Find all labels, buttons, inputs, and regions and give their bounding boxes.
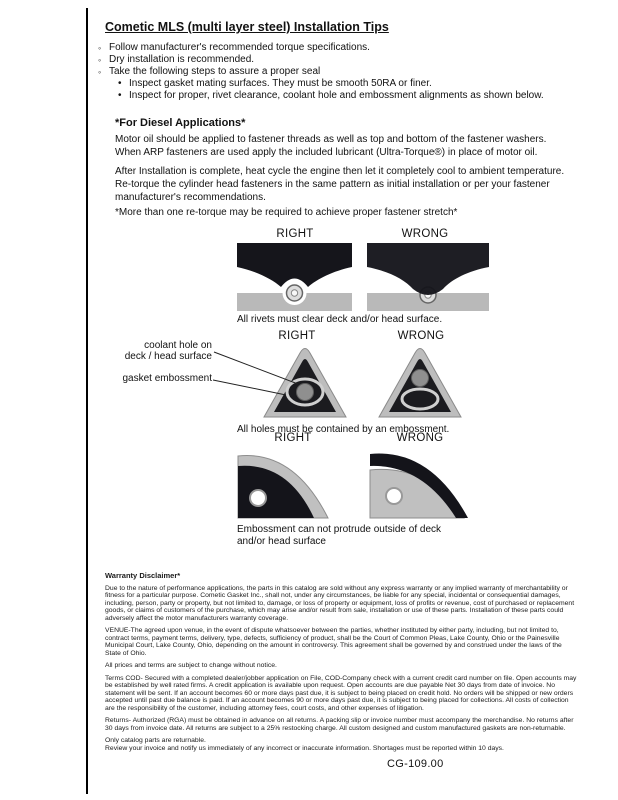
bullet-marker: ◦ <box>98 55 102 65</box>
row2-wrong-label: WRONG <box>397 330 445 342</box>
diesel-paragraph-2: After Installation is complete, heat cycle the engine then let it completely cool to ambient temperature. Re-torque the cylinder head fasteners in the same pattern as initial installation or per your fastener manufacturer's recommendations. <box>115 166 565 203</box>
label-leader-lines <box>140 338 320 408</box>
warranty-paragraph: Due to the nature of performance applications, the parts in this catalog are sold without any express warranty or any implied warranty of merchantability or fitness for a particular purpose. Cometic Gasket Inc., shall not, under any circumstances, be liable for any special, incidental or consequential damages, including, person, party or property, but not limited to, damage, or loss of property or equipment, loss of profits or revenue, cost of purchased or replacement goods, or claims of customers of the purchase, which may arise and/or result from sale, installation or use of these parts. Installation of these parts could adversely affect the motor manufacturers warranty coverage. <box>105 584 575 622</box>
warranty-paragraph: VENUE-The agreed upon venue, in the event of dispute whatsoever between the parties, whether instituted by either party, including, but not limited to, contract terms, payment terms, delivery, type, defects, sufficiency of product, shall be the Court of Common Pleas, Lake County, Ohio or the Painesville Municipal Court, Lake County, Ohio, depending on the amount in controversy. This agreement shall be governed by and construed under the laws of the State of Ohio. <box>105 627 562 657</box>
page-title: Cometic MLS (multi layer steel) Installation Tips <box>105 20 389 34</box>
tip-sub-bullet <box>118 78 568 90</box>
coolant-hole-label-line2: deck / head surface <box>124 351 212 362</box>
warranty-paragraph: Terms COD- Secured with a completed dealer/jobber application on File, COD-Company check with a current credit card number on file. Open accounts may be established by well rated firms. A credit application is available upon request. Open accounts are due payable Net 30 days from date of invoice. No statement will be sent. If an account becomes 60 or more days past due, it is subject to being placed on credit hold. No orders will be shipped or new orders accepted until past due balance is paid. If an account becomes 90 or more days past due, it is subject to being placed for collections. All costs of collection are the responsibility of the customer, including attorney fees, court costs, and other expenses of litigation. <box>105 674 577 712</box>
tip-text: Inspect gasket mating surfaces. They must be smooth 50RA or finer. <box>129 78 432 89</box>
row1-wrong-label: WRONG <box>401 228 449 240</box>
row1-right-label: RIGHT <box>276 228 314 240</box>
warranty-disclaimer <box>105 572 577 757</box>
diesel-paragraph-1: Motor oil should be applied to fastener threads as well as top and bottom of the fastener washers. When ARP fasteners are used apply the included lubricant (Ultra-Torque®) in place of motor oil. <box>115 134 547 158</box>
coolant-hole-wrong-diagram <box>373 345 467 420</box>
tip-text: Follow manufacturer's recommended torque specifications. <box>109 42 370 53</box>
row2-caption: All holes must be contained by an embossment. <box>237 424 450 435</box>
tip-text: Dry installation is recommended. <box>109 54 255 65</box>
warranty-paragraph: Returns- Authorized (RGA) must be obtained in advance on all returns. A packing slip or invoice number must accompany the merchandise. No returns after 30 days from invoice date. All returns are subject to a 25% restocking charge. All custom designed and custom manufactured gaskets are non-returnable. <box>105 717 574 732</box>
gasket-embossment-label: gasket embossment <box>122 373 212 384</box>
warranty-paragraph: All prices and terms are subject to change without notice. <box>105 662 277 669</box>
warranty-paragraph: Only catalog parts are returnable. <box>105 737 206 744</box>
embossment-right-diagram <box>236 446 330 520</box>
tip-text: Inspect for proper, rivet clearance, coolant hole and embossment alignments as shown below. <box>129 90 544 101</box>
warranty-paragraph: Review your invoice and notify us immediately of any incorrect or inaccurate information. Shortages must be reported within 10 days. <box>105 744 504 752</box>
tip-text: Take the following steps to assure a proper seal <box>109 66 321 77</box>
rivet-wrong-diagram <box>367 243 489 311</box>
retorque-note: *More than one re-torque may be required to achieve proper fastener stretch* <box>115 207 458 218</box>
coolant-hole-label-line1: coolant hole on <box>144 340 212 351</box>
row1-caption: All rivets must clear deck and/or head surface. <box>237 314 443 325</box>
tips-list <box>98 42 568 102</box>
row3-right-label: RIGHT <box>274 432 312 444</box>
row3-wrong-label: WRONG <box>396 432 444 444</box>
tip-bullet <box>98 42 568 54</box>
tip-bullet <box>98 66 568 78</box>
row3-caption: Embossment can not protrude outside of deck and/or head surface <box>237 524 442 547</box>
row2-right-label: RIGHT <box>278 330 316 342</box>
bullet-marker: ◦ <box>98 67 102 77</box>
embossment-wrong-diagram <box>368 446 470 520</box>
diesel-heading: *For Diesel Applications* <box>115 117 246 129</box>
bullet-marker: ◦ <box>98 43 102 53</box>
bullet-marker: • <box>118 78 122 89</box>
tip-bullet <box>98 54 568 66</box>
tip-sub-bullet <box>118 90 568 102</box>
page-code: CG-109.00 <box>387 758 444 770</box>
warranty-heading: Warranty Disclaimer* <box>105 571 181 580</box>
rivet-right-diagram <box>237 243 352 311</box>
left-margin-rule <box>86 8 88 794</box>
bullet-marker: • <box>118 90 122 101</box>
